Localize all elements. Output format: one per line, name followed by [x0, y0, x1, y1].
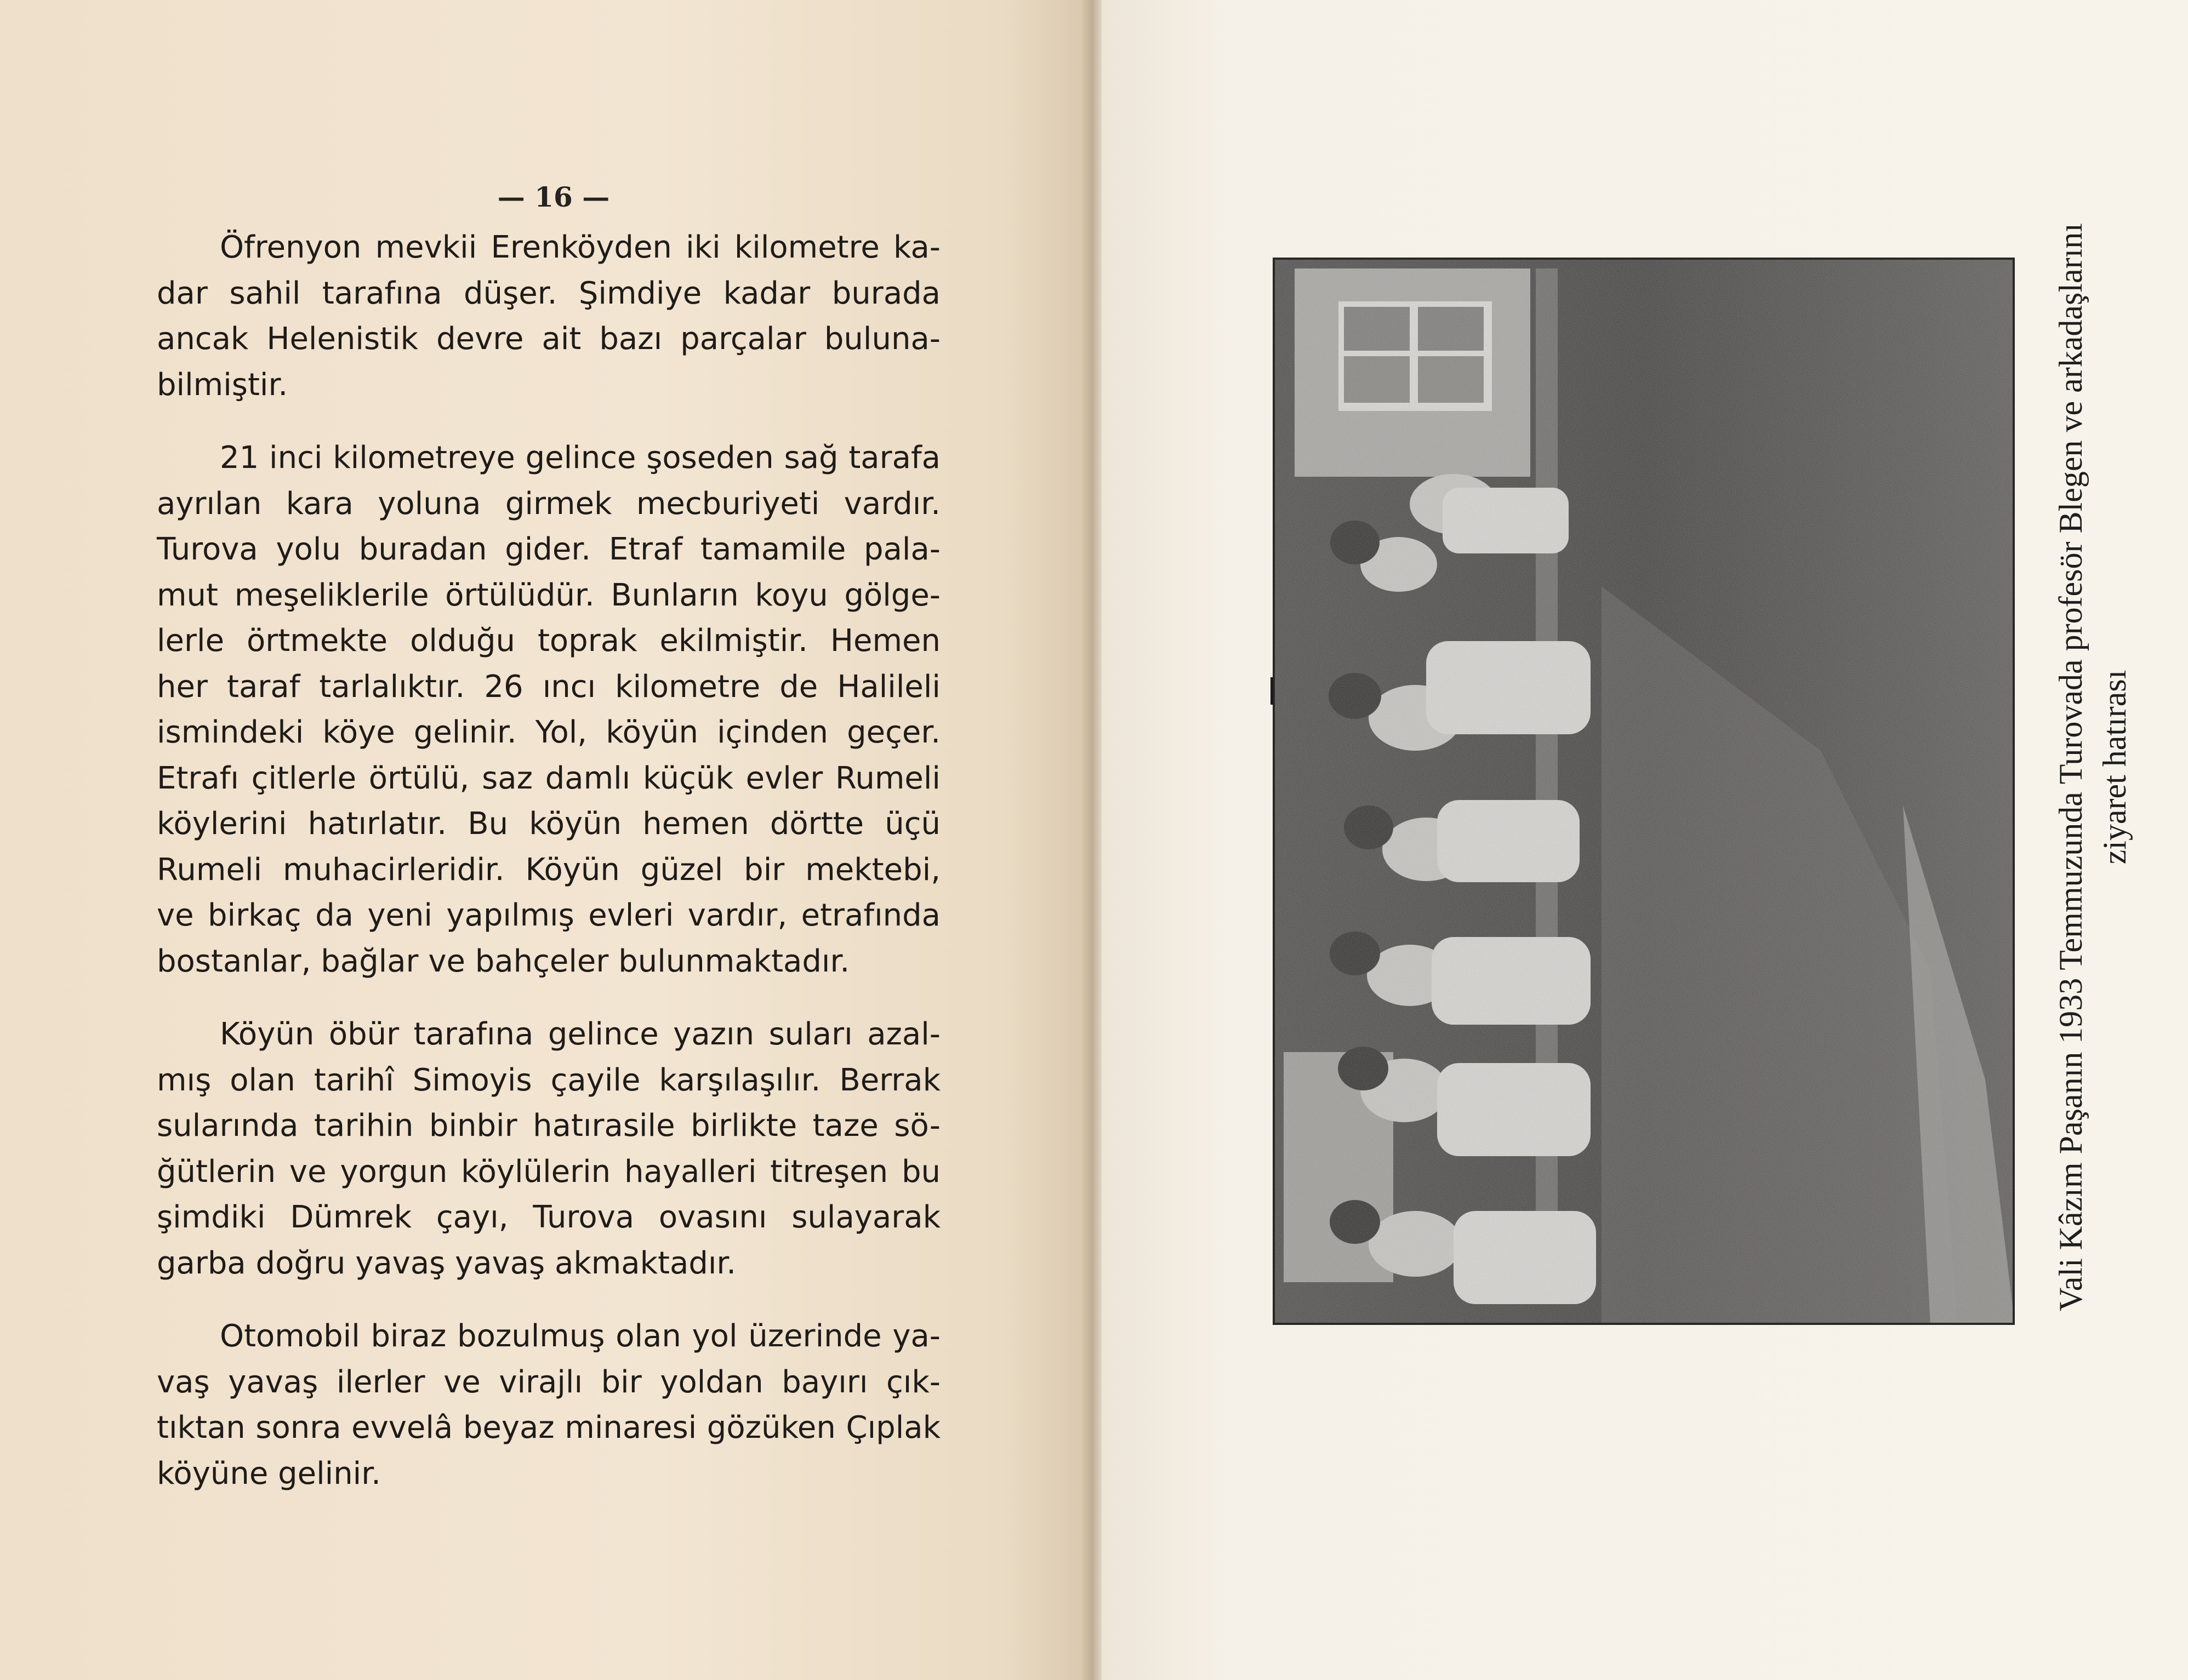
text-line: ayrılan kara yoluna girmek mecburiyeti vardır.	[157, 485, 941, 522]
text-line: Otomobil biraz bozulmuş olan yol üzerinde ya-	[220, 1318, 941, 1354]
book-gutter	[1082, 0, 1104, 1680]
text-line: mut meşeliklerile örtülüdür. Bunların koyu gölge-	[157, 577, 941, 613]
caption-line-1: Vali Kâzım Paşanın 1933 Temmuzunda Turovada profesör Blegen ve arkadaşlarını	[2053, 223, 2089, 1311]
text-line: lerle örtmekte olduğu toprak ekilmiştir. Hemen	[157, 623, 941, 659]
text-line: vaş yavaş ilerler ve virajlı bir yoldan bayırı çık-	[157, 1364, 941, 1400]
caption-line-2: ziyaret hatırası	[2096, 670, 2133, 865]
paragraph	[157, 1012, 941, 1286]
text-line: mış olan tarihî Simoyis çayile karşılaşılır. Berrak	[157, 1062, 941, 1098]
photo-caption	[2049, 208, 2158, 1326]
text-line: ancak Helenistik devre ait bazı parçalar buluna-	[157, 321, 941, 357]
text-line: Köyün öbür tarafına gelince yazın suları azal-	[220, 1016, 941, 1052]
text-line: dar sahil tarafına düşer. Şimdiye kadar burada	[157, 275, 941, 311]
paragraph	[157, 1313, 941, 1496]
text-line: ismindeki köye gelinir. Yol, köyün içinden geçer.	[157, 715, 941, 750]
text-line: her taraf tarlalıktır. 26 ıncı kilometre de Halileli	[157, 668, 941, 705]
text-line: şimdiki Dümrek çayı, Turova ovasını sulayarak	[157, 1199, 941, 1235]
text-line: ğütlerin ve yorgun köylülerin hayalleri titreşen bu	[157, 1153, 941, 1190]
page-number: — 16 —	[497, 181, 610, 213]
paragraph	[157, 225, 941, 408]
text-line: Öfrenyon mevkii Erenköyden iki kilometre ka-	[220, 230, 941, 265]
text-line: köyüne gelinir.	[157, 1455, 381, 1492]
text-line: Turova yolu buradan gider. Etraf tamamile pala-	[157, 532, 941, 567]
text-line: Rumeli muhacirleridir. Köyün güzel bir mektebi,	[157, 852, 941, 888]
text-line: 21 inci kilometreye gelince şoseden sağ tarafa	[220, 440, 941, 476]
text-line: garba doğru yavaş yavaş akmaktadır.	[157, 1245, 737, 1281]
margin-mark	[1270, 677, 1273, 705]
text-line: sularında tarihin binbir hatırasile birlikte taze sö-	[157, 1108, 941, 1144]
photograph-image	[1273, 258, 2015, 1325]
text-line: ve birkaç da yeni yapılmış evleri vardır, etrafında	[157, 898, 941, 933]
text-line: bostanlar, bağlar ve bahçeler bulunmaktadır.	[157, 943, 850, 979]
text-line: tıktan sonra evvelâ beyaz minaresi gözüken Çıplak	[157, 1410, 941, 1445]
text-line: Etrafı çitlerle örtülü, saz damlı küçük evler Rumeli	[157, 760, 941, 796]
historical-photograph	[1273, 258, 2015, 1325]
paragraph	[157, 435, 941, 984]
body-text	[157, 225, 941, 1524]
text-line: köylerini hatırlatır. Bu köyün hemen dörtte üçü	[157, 806, 941, 842]
left-page	[0, 0, 1091, 1680]
text-line: bilmiştir.	[157, 367, 288, 403]
